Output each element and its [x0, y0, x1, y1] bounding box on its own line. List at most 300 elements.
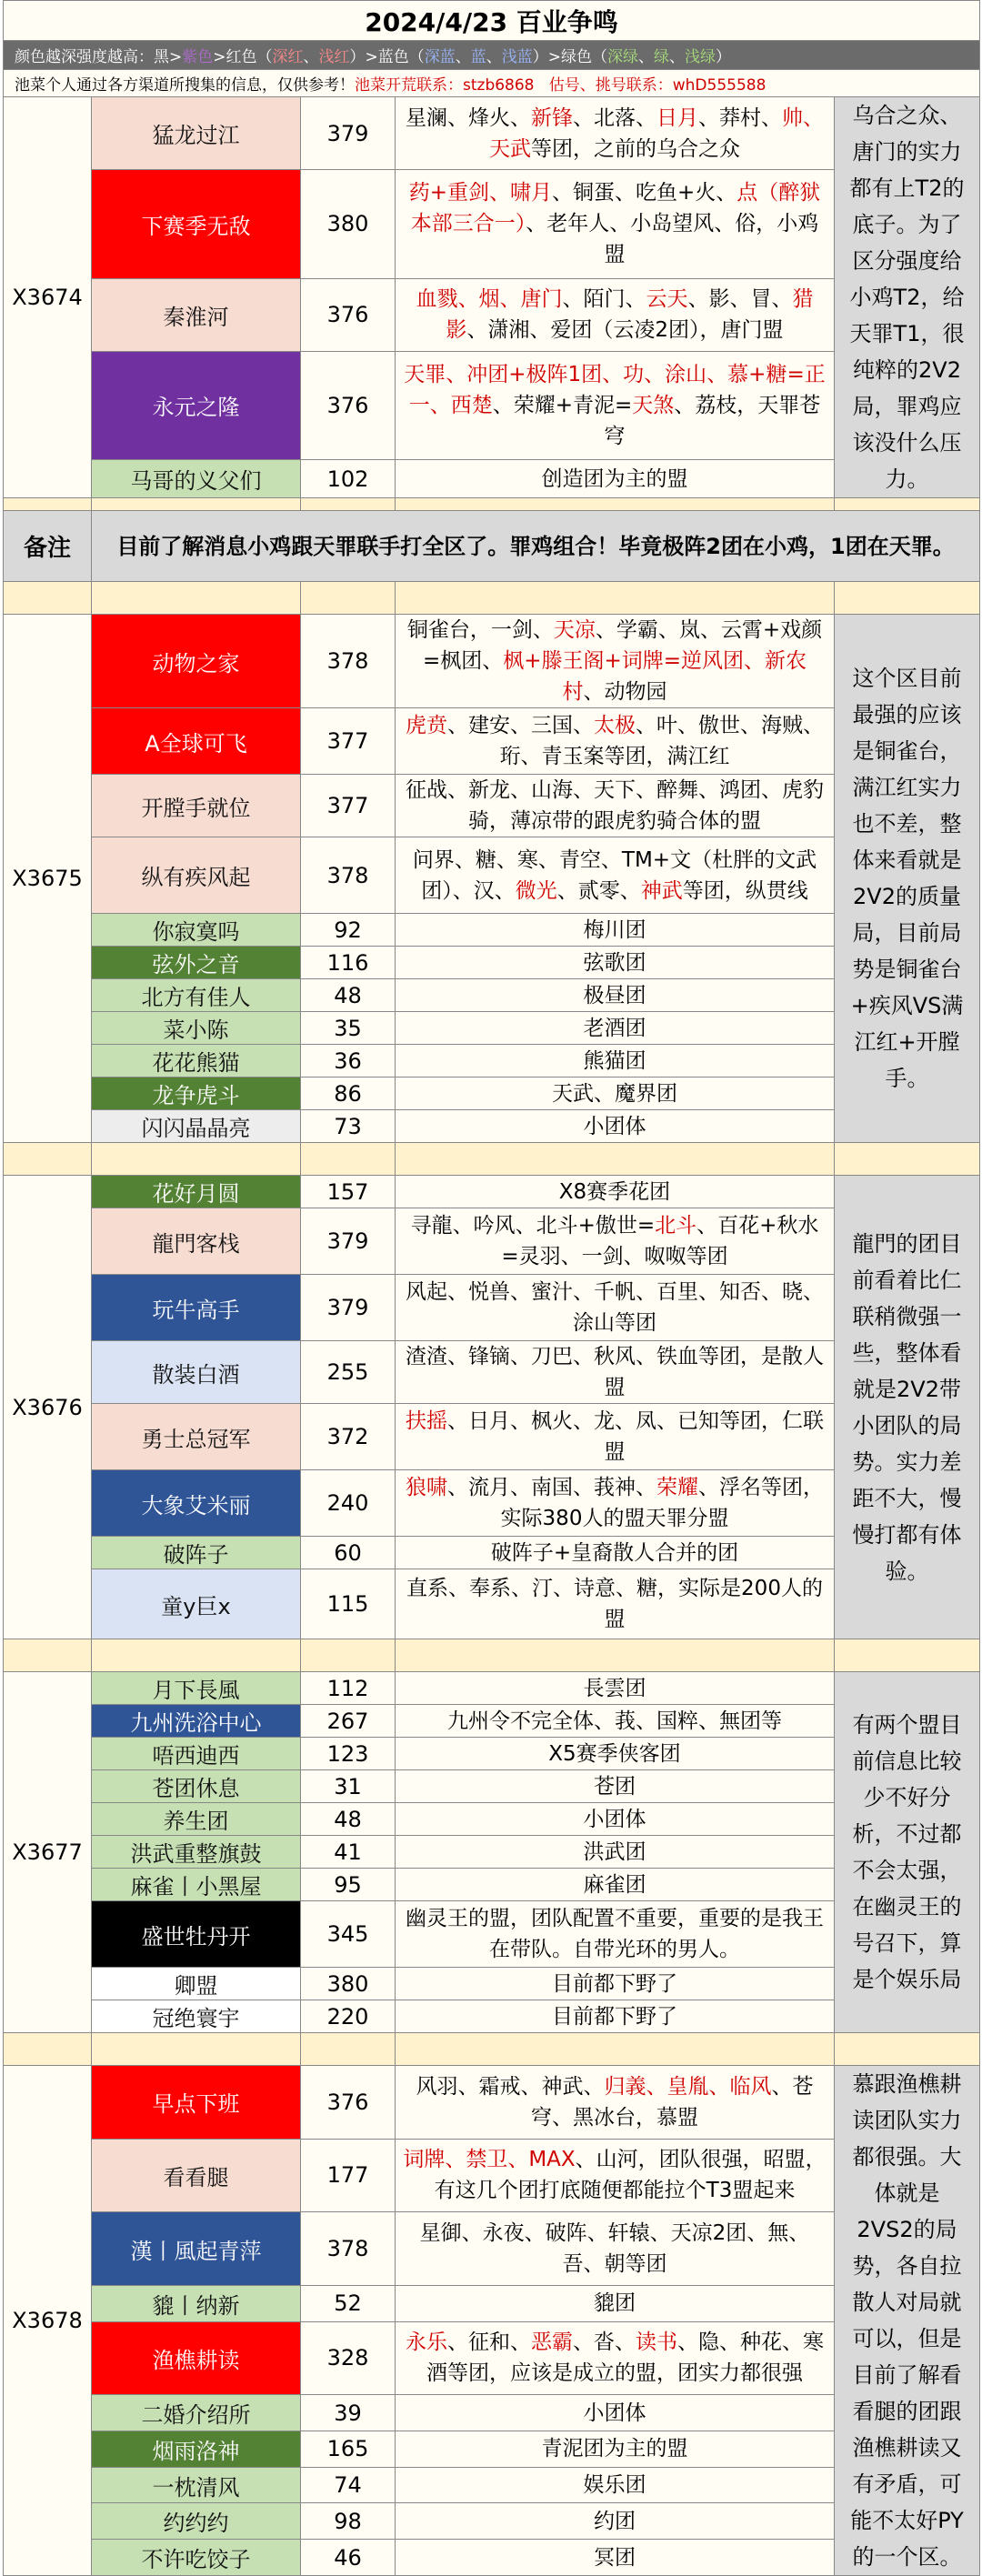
power-value: 376 — [301, 2066, 396, 2140]
description-segment: 洪武团 — [583, 1839, 646, 1864]
spacer-cell — [301, 2033, 396, 2066]
legend-deep-red: 深红 — [272, 48, 304, 66]
alliance-name[interactable]: 一枕清风 — [92, 2467, 301, 2503]
legend-light-green: 浅绿 — [685, 48, 716, 66]
description-cell — [396, 1275, 835, 1341]
alliance-name[interactable]: 花好月圆 — [92, 1176, 301, 1208]
description-segment: X8赛季花团 — [558, 1179, 671, 1204]
alliance-name[interactable]: 永元之隆 — [92, 351, 301, 460]
alliance-name[interactable]: 冠绝寰宇 — [92, 2000, 301, 2033]
spacer-cell — [835, 582, 980, 615]
description-segment: 直系、奉系、汀、诗意、糖，实际是200人的盟 — [406, 1577, 823, 1631]
alliance-name[interactable]: 散装白酒 — [92, 1341, 301, 1404]
zone-cell: X3674 — [4, 97, 92, 498]
legend-text: ） — [716, 48, 731, 66]
description-segment: 新锋 — [531, 105, 573, 130]
description-segment: 熊猫团 — [583, 1048, 646, 1073]
alliance-name[interactable]: 大象艾米丽 — [92, 1470, 301, 1537]
spacer-cell — [396, 582, 835, 615]
alliance-name[interactable]: 漢丨風起青萍 — [92, 2212, 301, 2286]
alliance-name[interactable]: 玩牛高手 — [92, 1275, 301, 1341]
description-segment: 等团，之前的乌合之众 — [531, 136, 740, 161]
alliance-name[interactable]: 菜小陈 — [92, 1012, 301, 1045]
description-cell — [396, 170, 835, 279]
power-value: 379 — [301, 1275, 396, 1341]
alliance-name[interactable]: 烟雨洛神 — [92, 2431, 301, 2467]
table-row — [4, 708, 980, 775]
description-segment: 血戮、烟、唐门 — [416, 287, 563, 312]
table-row — [4, 1045, 980, 1078]
description-cell — [396, 460, 835, 498]
table-row — [4, 2503, 980, 2540]
table-row — [4, 351, 980, 460]
description-segment: 、沓、 — [573, 2330, 636, 2355]
power-value: 376 — [301, 278, 396, 351]
alliance-name[interactable]: 渔樵耕读 — [92, 2321, 301, 2395]
description-segment: 铜雀台，一剑、 — [406, 618, 554, 642]
power-value: 377 — [301, 708, 396, 775]
description-segment: 日月 — [656, 105, 698, 130]
description-segment: 、浮名等团，实际380人的盟天罪分盟 — [500, 1476, 824, 1530]
spacer-cell — [835, 1639, 980, 1672]
description-cell — [396, 775, 835, 837]
alliance-name[interactable]: 不许吃饺子 — [92, 2540, 301, 2576]
description-segment: 、百花+秋水=灵羽、一剑、呶呶等团 — [501, 1214, 819, 1268]
alliance-name[interactable]: 纵有疾风起 — [92, 837, 301, 914]
power-value: 376 — [301, 351, 396, 460]
alliance-table — [3, 0, 980, 2576]
alliance-name[interactable]: 花花熊猫 — [92, 1045, 301, 1078]
description-segment: 、征和、 — [447, 2330, 531, 2355]
description-segment: 娱乐团 — [583, 2473, 646, 2498]
spacer-cell — [835, 1143, 980, 1176]
power-value: 31 — [301, 1770, 396, 1803]
description-segment: 问界、糖、寒、青空、TM+文（杜胖的文武团）、汉、 — [412, 847, 817, 903]
table-row — [4, 2467, 980, 2503]
description-cell — [396, 2285, 835, 2321]
power-value: 73 — [301, 1110, 396, 1143]
spacer-cell — [92, 498, 301, 511]
memo-text: 目前了解消息小鸡跟天罪联手打全区了。罪鸡组合！毕竟极阵2团在小鸡，1团在天罪。 — [92, 511, 980, 582]
power-value: 46 — [301, 2540, 396, 2576]
description-segment: 、流月、南国、莪神、 — [447, 1476, 656, 1499]
table-row — [4, 615, 980, 708]
description-segment: 、建安、三国、 — [447, 714, 594, 737]
spacer-cell — [396, 2033, 835, 2066]
description-segment: 云天 — [646, 287, 688, 312]
alliance-name[interactable]: 勇士总冠军 — [92, 1404, 301, 1470]
description-cell — [396, 1537, 835, 1569]
zone-summary: 这个区目前最强的应该是铜雀台，满江红实力也不差，整体来看就是2V2的质量局，目前局势是铜雀台+疾风VS满江红+开膛手。 — [835, 615, 980, 1143]
description-cell — [396, 2431, 835, 2467]
description-segment: 北斗 — [655, 1214, 697, 1238]
power-value: 177 — [301, 2139, 396, 2212]
description-cell — [396, 2395, 835, 2431]
description-segment: 、叶、傲世、海贼、珩、青玉案等团，满江红 — [499, 714, 824, 768]
table-row — [4, 1404, 980, 1470]
table-row — [4, 1968, 980, 2000]
description-cell — [396, 1404, 835, 1470]
color-legend — [4, 41, 980, 70]
table-row — [4, 1569, 980, 1639]
legend-light-red: 浅红 — [318, 48, 350, 66]
description-segment: 、荣耀+青泥= — [492, 393, 633, 417]
table-row — [4, 1110, 980, 1143]
legend-text: 、 — [638, 48, 654, 66]
alliance-name[interactable]: 卿盟 — [92, 1968, 301, 2000]
description-segment: 风羽、霜戒、神武、 — [416, 2074, 605, 2099]
power-value: 378 — [301, 2212, 396, 2286]
table-row — [4, 170, 980, 279]
power-value: 157 — [301, 1176, 396, 1208]
power-value: 345 — [301, 1901, 396, 1968]
description-cell — [396, 1803, 835, 1836]
description-segment: 破阵子+皇裔散人合并的团 — [490, 1540, 739, 1565]
table-row — [4, 1078, 980, 1110]
alliance-name[interactable]: 看看腿 — [92, 2139, 301, 2212]
alliance-name[interactable]: 马哥的义父们 — [92, 460, 301, 498]
legend-light-blue: 浅蓝 — [501, 48, 533, 66]
zone-cell: X3676 — [4, 1176, 92, 1639]
power-value: 380 — [301, 170, 396, 279]
alliance-name[interactable]: 月下長風 — [92, 1672, 301, 1705]
description-cell — [396, 2000, 835, 2033]
power-value: 328 — [301, 2321, 396, 2395]
table-row — [4, 1208, 980, 1275]
alliance-name[interactable]: 养生团 — [92, 1803, 301, 1836]
description-segment: 九州令不完全体、莪、国粹、無团等 — [447, 1709, 782, 1733]
notice-text: 池菜个人通过各方渠道所搜集的信息，仅供参考！ — [15, 76, 355, 95]
description-segment: 、陌门、 — [562, 287, 646, 312]
alliance-name[interactable]: 洪武重整旗鼓 — [92, 1836, 301, 1869]
description-segment: 目前都下野了 — [552, 2004, 677, 2029]
description-cell — [396, 1078, 835, 1110]
table-row — [4, 2066, 980, 2140]
table-row — [4, 2139, 980, 2212]
table-row — [4, 1803, 980, 1836]
power-value: 377 — [301, 775, 396, 837]
description-segment: 征战、新龙、山海、天下、醉舞、鸿团、虎豹骑，薄凉带的跟虎豹骑合体的盟 — [406, 778, 824, 833]
description-cell — [396, 2321, 835, 2395]
alliance-name[interactable]: 下赛季无敌 — [92, 170, 301, 279]
description-segment: 荣耀 — [656, 1476, 698, 1499]
spacer-cell — [301, 1143, 396, 1176]
table-row — [4, 2431, 980, 2467]
description-segment: 、莽村、 — [698, 105, 782, 130]
power-value: 92 — [301, 914, 396, 947]
zone-summary: 龍門的团目前看着比仁联稍微强一些，整体看就是2V2带小团队的局势。实力差距不大，慢慢打都有体验。 — [835, 1176, 980, 1639]
description-segment: 、潇湘、爱团（云凌2团），唐门盟 — [466, 318, 784, 343]
legend-text: ）>蓝色（ — [349, 48, 425, 66]
spacer-cell — [835, 2033, 980, 2066]
description-segment: 微光 — [515, 878, 557, 903]
description-cell — [396, 2139, 835, 2212]
description-cell — [396, 1208, 835, 1275]
spacer-cell — [835, 498, 980, 511]
table-row — [4, 1869, 980, 1901]
table-row — [4, 1012, 980, 1045]
power-value: 165 — [301, 2431, 396, 2467]
legend-text: 、 — [486, 48, 502, 66]
description-cell — [396, 1869, 835, 1901]
power-value: 102 — [301, 460, 396, 498]
power-value: 240 — [301, 1470, 396, 1537]
spacer-cell — [4, 1143, 92, 1176]
table-row — [4, 1770, 980, 1803]
description-segment: 猎影 — [446, 287, 814, 343]
page-title: 2024/4/23 百业争鸣 — [4, 1, 980, 41]
alliance-name[interactable]: 九州洗浴中心 — [92, 1705, 301, 1738]
spacer-cell — [4, 498, 92, 511]
description-cell — [396, 2540, 835, 2576]
alliance-name[interactable]: 龍門客栈 — [92, 1208, 301, 1275]
alliance-name[interactable]: 早点下班 — [92, 2066, 301, 2140]
power-value: 60 — [301, 1537, 396, 1569]
alliance-name[interactable]: 闪闪晶晶亮 — [92, 1110, 301, 1143]
legend-text: 颜色越深强度越高：黑> — [15, 48, 183, 66]
description-segment: 、动物园 — [583, 680, 667, 704]
description-segment: 天煞 — [632, 393, 675, 417]
table-row — [4, 1672, 980, 1705]
description-segment: 、苍穹、黑冰台，慕盟 — [531, 2074, 814, 2130]
legend-deep-green: 深绿 — [607, 48, 638, 66]
memo-row — [4, 511, 980, 582]
alliance-name[interactable]: 你寂寞吗 — [92, 914, 301, 947]
alliance-name[interactable]: 破阵子 — [92, 1537, 301, 1569]
description-segment: 、隐、种花、寒酒等团，应该是成立的盟，团实力都很强 — [426, 2330, 824, 2386]
alliance-name[interactable]: 童y巨x — [92, 1569, 301, 1639]
table-row — [4, 2000, 980, 2033]
description-cell — [396, 1569, 835, 1639]
description-cell — [396, 2467, 835, 2503]
description-cell — [396, 278, 835, 351]
description-segment: 词牌、禁卫、MAX — [403, 2148, 576, 2172]
spacer-cell — [92, 1143, 301, 1176]
description-segment: 等团，纵贯线 — [682, 878, 808, 903]
description-cell — [396, 1672, 835, 1705]
description-cell — [396, 947, 835, 979]
alliance-name[interactable]: 猛龙过江 — [92, 97, 301, 170]
description-segment: 、山河，团队很强，昭盟，有这几个团打底随便都能拉个T3盟起来 — [434, 2148, 827, 2203]
spacer-cell — [301, 1639, 396, 1672]
description-segment: 天罪、冲团+极阵1团、功、涂山、慕+糖=正一、西楚 — [404, 362, 826, 417]
description-cell — [396, 1738, 835, 1770]
power-value: 74 — [301, 2467, 396, 2503]
description-segment: 归義、皇胤、临风 — [604, 2074, 772, 2099]
description-segment: 太极 — [594, 714, 636, 737]
legend-text: 、 — [455, 48, 471, 66]
description-cell — [396, 1770, 835, 1803]
alliance-name[interactable]: 龙争虎斗 — [92, 1078, 301, 1110]
zone-summary: 慕跟渔樵耕读团队实力都很强。大体就是2VS2的局势，各自拉散人对局就可以，但是目前了解看看腿的团跟渔樵耕读又有矛盾，可能不太好PY的一个区。 — [835, 2066, 980, 2576]
table-row — [4, 2540, 980, 2576]
alliance-name[interactable]: 秦淮河 — [92, 278, 301, 351]
spacer-cell — [92, 2033, 301, 2066]
table-row — [4, 1176, 980, 1208]
alliance-name[interactable]: 北方有佳人 — [92, 979, 301, 1012]
alliance-name[interactable]: 动物之家 — [92, 615, 301, 708]
contact-text: 估号、挑号联系：whD555588 — [548, 76, 767, 95]
power-value: 39 — [301, 2395, 396, 2431]
spacer-row — [4, 498, 980, 511]
legend-purple: 紫色 — [182, 48, 214, 66]
power-value: 220 — [301, 2000, 396, 2033]
table-row — [4, 2395, 980, 2431]
power-value: 86 — [301, 1078, 396, 1110]
description-cell — [396, 1012, 835, 1045]
table-row — [4, 1901, 980, 1968]
description-cell — [396, 708, 835, 775]
table-row — [4, 947, 980, 979]
description-segment: 、荔枝，天罪苍穹 — [604, 393, 821, 448]
legend-text: 、 — [303, 48, 319, 66]
description-segment: 神武 — [640, 878, 683, 903]
description-cell — [396, 1110, 835, 1143]
alliance-name[interactable]: 苍团休息 — [92, 1770, 301, 1803]
description-segment: 天凉 — [553, 618, 596, 642]
description-segment: 麻雀团 — [583, 1872, 646, 1897]
table-row — [4, 1341, 980, 1404]
description-cell — [396, 1705, 835, 1738]
spacer-cell — [396, 1143, 835, 1176]
legend-text: 、 — [669, 48, 685, 66]
zone-summary: 有两个盟目前信息比较少不好分析，不过都不会太强，在幽灵王的号召下，算是个娱乐局 — [835, 1672, 980, 2033]
spacer-row — [4, 1639, 980, 1672]
power-value: 98 — [301, 2503, 396, 2540]
spacer-cell — [396, 498, 835, 511]
zone-cell: X3675 — [4, 615, 92, 1143]
table-row — [4, 1738, 980, 1770]
description-cell — [396, 615, 835, 708]
description-segment: 天武、魔界团 — [552, 1081, 677, 1106]
description-cell — [396, 1045, 835, 1078]
spacer-cell — [396, 1639, 835, 1672]
table-row — [4, 2212, 980, 2286]
description-cell — [396, 979, 835, 1012]
alliance-name[interactable]: A全球可飞 — [92, 708, 301, 775]
power-value: 95 — [301, 1869, 396, 1901]
description-segment: 约团 — [594, 2509, 636, 2533]
power-value: 380 — [301, 1968, 396, 2000]
description-segment: 長雲团 — [583, 1676, 646, 1700]
spacer-cell — [92, 1639, 301, 1672]
power-value: 378 — [301, 615, 396, 708]
table-row — [4, 1470, 980, 1537]
description-cell — [396, 351, 835, 460]
description-segment: 、北落、 — [573, 105, 656, 130]
alliance-name[interactable]: 二婚介绍所 — [92, 2395, 301, 2431]
spacer-cell — [4, 582, 92, 615]
description-cell — [396, 2066, 835, 2140]
description-segment: 冥团 — [594, 2545, 636, 2570]
description-segment: 梅川团 — [583, 917, 646, 942]
alliance-name[interactable]: 弦外之音 — [92, 947, 301, 979]
description-segment: 恶霸 — [531, 2330, 573, 2355]
description-segment: 、老年人、小岛望风、俗，小鸡盟 — [526, 212, 819, 267]
description-segment: 星澜、烽火、 — [406, 105, 531, 130]
power-value: 48 — [301, 1803, 396, 1836]
description-segment: 读书 — [636, 2330, 677, 2355]
table-row — [4, 1705, 980, 1738]
description-segment: 小团体 — [583, 2401, 646, 2425]
description-segment: 风起、悦兽、蜜汁、千帆、百里、知否、晓、涂山等团 — [406, 1280, 824, 1335]
power-value: 379 — [301, 97, 396, 170]
description-segment: 、影、冒、 — [687, 287, 793, 312]
power-value: 379 — [301, 1208, 396, 1275]
power-value: 112 — [301, 1672, 396, 1705]
description-segment: 枫+滕王阁+词牌=逆风团、新农村 — [503, 649, 807, 704]
alliance-name[interactable]: 貔丨纳新 — [92, 2285, 301, 2321]
power-value: 123 — [301, 1738, 396, 1770]
alliance-name[interactable]: 开膛手就位 — [92, 775, 301, 837]
description-segment: 渣渣、锋镝、刀巴、秋风、铁血等团，是散人盟 — [406, 1345, 824, 1399]
zone-cell: X3677 — [4, 1672, 92, 2033]
description-segment: 狼啸 — [406, 1476, 447, 1499]
description-cell — [396, 97, 835, 170]
description-segment: 老酒团 — [583, 1016, 646, 1040]
zone-summary: 乌合之众、唐门的实力都有上T2的底子。为了区分强度给小鸡T2，给天罪T1，很纯粹的2V2局，罪鸡应该没什么压力。 — [835, 97, 980, 498]
description-segment: 帅、天武 — [489, 105, 824, 161]
power-value: 267 — [301, 1705, 396, 1738]
power-value: 372 — [301, 1404, 396, 1470]
description-segment: 、铜蛋、吃鱼+火、 — [552, 181, 737, 205]
alliance-name[interactable]: 盛世牡丹开 — [92, 1901, 301, 1968]
spacer-cell — [4, 2033, 92, 2066]
description-segment: 虎贲 — [406, 714, 447, 737]
spacer-cell — [4, 1639, 92, 1672]
description-segment: 弦歌团 — [583, 950, 646, 975]
description-cell — [396, 1176, 835, 1208]
spacer-row — [4, 1143, 980, 1176]
legend-deep-blue: 深蓝 — [424, 48, 456, 66]
description-segment: 极昼团 — [583, 983, 646, 1007]
power-value: 41 — [301, 1836, 396, 1869]
alliance-name[interactable]: 麻雀丨小黑屋 — [92, 1869, 301, 1901]
description-segment: 小团体 — [583, 1114, 646, 1138]
description-segment: X5赛季侠客团 — [548, 1741, 681, 1766]
description-segment: 永乐 — [406, 2330, 447, 2355]
power-value: 36 — [301, 1045, 396, 1078]
description-segment: 寻龍、吟风、北斗+傲世= — [410, 1214, 656, 1238]
description-cell — [396, 2503, 835, 2540]
description-segment: 目前都下野了 — [552, 1971, 677, 1996]
table-row — [4, 460, 980, 498]
description-segment: 幽灵王的盟，团队配置不重要，重要的是我王在带队。自带光环的男人。 — [406, 1907, 824, 1961]
description-segment: 药+重剑、啸月 — [408, 181, 552, 205]
description-cell — [396, 1470, 835, 1537]
legend-blue: 蓝 — [470, 48, 486, 66]
table-row — [4, 775, 980, 837]
description-cell — [396, 1836, 835, 1869]
description-segment: 青泥团为主的盟 — [541, 2437, 688, 2461]
description-cell — [396, 1901, 835, 1968]
table-row — [4, 97, 980, 170]
description-segment: 、学霸、岚、云霄+戏颜=枫团、 — [422, 618, 823, 673]
memo-label: 备注 — [4, 511, 92, 582]
description-cell — [396, 1968, 835, 2000]
alliance-name[interactable]: 唔西迪西 — [92, 1738, 301, 1770]
description-segment: 苍团 — [594, 1774, 636, 1799]
power-value: 35 — [301, 1012, 396, 1045]
description-cell — [396, 837, 835, 914]
spacer-cell — [301, 498, 396, 511]
table-row — [4, 979, 980, 1012]
description-segment: 貔团 — [594, 2291, 636, 2316]
power-value: 378 — [301, 837, 396, 914]
power-value: 52 — [301, 2285, 396, 2321]
alliance-name[interactable]: 约约约 — [92, 2503, 301, 2540]
description-cell — [396, 1341, 835, 1404]
